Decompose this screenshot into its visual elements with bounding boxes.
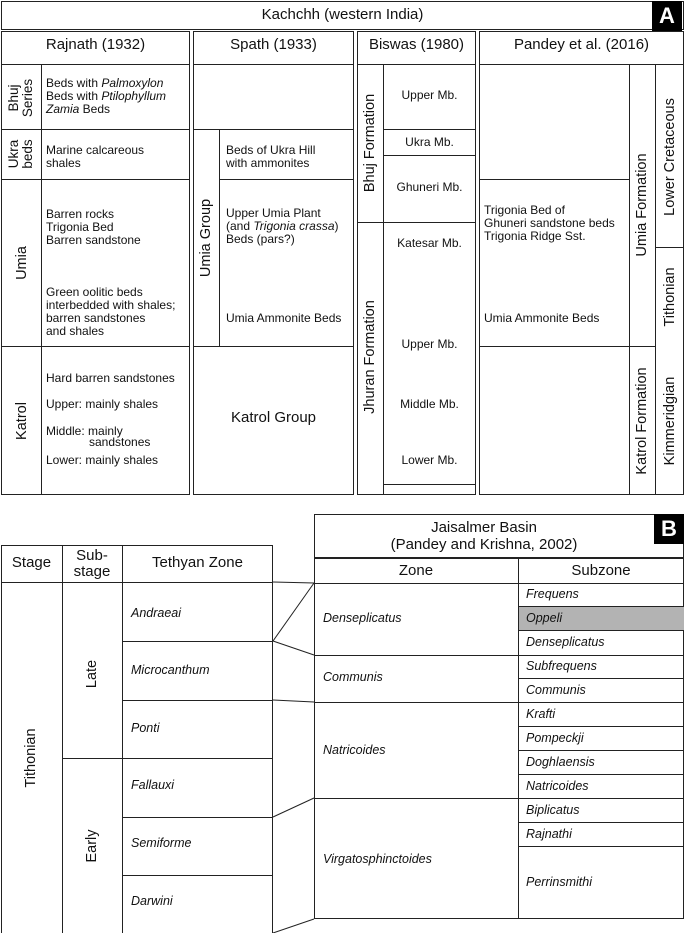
rajnath-unit-ukra: Ukra beds: [6, 139, 35, 169]
subzone-perrinsmithi: Perrinsmithi: [526, 875, 592, 889]
biswas-member-lower: Lower Mb.: [401, 453, 458, 467]
biswas-member-katesar: Katesar Mb.: [397, 236, 462, 250]
subzone-natricoides: Natricoides: [526, 779, 589, 793]
pandey-age-lower-cretaceous: Lower Cretaceous: [662, 98, 678, 216]
zone-virgatosphinctoides: Virgatosphinctoides: [323, 852, 432, 866]
tethyan-zone-microcanthum: Microcanthum: [131, 663, 210, 677]
substage-late: Late: [84, 659, 100, 689]
rajnath-katrol-desc-4: sandstones: [89, 435, 151, 449]
subzone-oppeli: Oppeli: [526, 611, 563, 625]
subzone-doghlaensis: Doghlaensis: [526, 755, 595, 769]
pandey-age-tithonian: Tithonian: [662, 267, 678, 327]
stage-tithonian: Tithonian: [23, 728, 39, 788]
subzone-communis: Communis: [526, 683, 586, 697]
header-tethyan-zone: Tethyan Zone: [152, 554, 243, 571]
biswas-header: Biswas (1980): [368, 36, 465, 53]
panel-b-badge: B: [654, 514, 684, 544]
rajnath-unit-bhuj: Bhuj Series: [6, 78, 35, 118]
spath-header: Spath (1933): [230, 36, 317, 53]
connector-communis-bottom: [273, 700, 314, 702]
subzone-frequens: Frequens: [526, 587, 579, 601]
rajnath-header: Rajnath (1932): [45, 36, 146, 53]
subzone-krafti: Krafti: [526, 707, 556, 721]
substage-early: Early: [84, 829, 100, 863]
rajnath-bhuj-desc: Beds with Palmoxylon Beds with Ptilophyllum Zamia Beds: [46, 76, 167, 116]
panel-a-badge: A: [652, 1, 682, 31]
pandey-age-kimmeridgian: Kimmeridgian: [662, 376, 678, 466]
rajnath-katrol-desc-5: Lower: mainly shales: [46, 453, 159, 467]
tethyan-zone-semiforme: Semiforme: [131, 836, 192, 850]
tethyan-zone-fallauxi: Fallauxi: [131, 778, 175, 792]
biswas-member-upper-jhuran: Upper Mb.: [401, 337, 458, 351]
tethyan-zone-andraeai: Andraeai: [131, 606, 182, 620]
rajnath-umia-desc-bottom: Green oolitic beds interbedded with shales; barren sandstones and shales: [46, 285, 176, 338]
spath-umia-ammonite: Umia Ammonite Beds: [226, 311, 342, 325]
header-stage: Stage: [11, 554, 52, 571]
pandey-desc: Trigonia Bed of Ghuneri sandstone beds Trigonia Ridge Sst.: [484, 203, 615, 243]
header-zone: Zone: [398, 562, 434, 579]
rajnath-ukra-desc: Marine calcareous shales: [46, 143, 145, 170]
connector-communis-top: [273, 641, 314, 655]
connector-bottom: [273, 919, 314, 933]
header-subzone: Subzone: [571, 562, 631, 579]
biswas-member-middle: Middle Mb.: [400, 397, 459, 411]
biswas-jhuran-formation: Jhuran Formation: [362, 300, 378, 414]
rajnath-unit-katrol: Katrol: [14, 402, 30, 440]
subzone-pompeckji: Pompeckji: [526, 731, 584, 745]
header-substage: Sub- stage: [73, 547, 111, 580]
panel-b-title: Jaisalmer Basin (Pandey and Krishna, 2002): [390, 519, 578, 553]
subzone-rajnathi: Rajnathi: [526, 827, 572, 841]
subzone-biplicatus: Biplicatus: [526, 803, 580, 817]
spath-ukra-hill: Beds of Ukra Hill with ammonites: [226, 143, 316, 170]
biswas-member-ukra: Ukra Mb.: [405, 135, 454, 149]
panel-a-title: Kachchh (western India): [261, 6, 424, 23]
zone-denseplicatus: Denseplicatus: [323, 611, 402, 625]
subzone-denseplicatus: Denseplicatus: [526, 635, 605, 649]
zone-communis: Communis: [323, 670, 383, 684]
rajnath-katrol-desc-1: Hard barren sandstones: [46, 371, 175, 385]
connector-natricoides: [273, 798, 314, 817]
zone-natricoides: Natricoides: [323, 743, 386, 757]
pandey-header: Pandey et al. (2016): [513, 36, 650, 53]
pandey-katrol-formation: Katrol Formation: [634, 367, 650, 475]
connector-top: [273, 582, 314, 583]
pandey-umia-formation: Umia Formation: [634, 153, 650, 257]
rajnath-katrol-desc-3: Middle: mainly: [46, 424, 123, 438]
pandey-umia-ammonite: Umia Ammonite Beds: [484, 311, 600, 325]
tethyan-zone-ponti: Ponti: [131, 721, 160, 735]
spath-umia-plant: Upper Umia Plant (and Trigonia crassa) Beds (pars?): [226, 206, 339, 246]
spath-umia-group: Umia Group: [198, 198, 214, 278]
biswas-member-upper-bhuj: Upper Mb.: [401, 88, 458, 102]
rajnath-unit-umia: Umia: [14, 246, 30, 280]
biswas-member-ghuneri: Ghuneri Mb.: [396, 180, 463, 194]
connector-denseplicatus: [273, 583, 314, 641]
subzone-subfrequens: Subfrequens: [526, 659, 597, 673]
tethyan-zone-darwini: Darwini: [131, 894, 173, 908]
rajnath-umia-desc-top: Barren rocks Trigonia Bed Barren sandstone: [46, 207, 141, 247]
spath-katrol-group: Katrol Group: [230, 409, 317, 426]
rajnath-katrol-desc-2: Upper: mainly shales: [46, 397, 159, 411]
biswas-bhuj-formation: Bhuj Formation: [362, 93, 378, 193]
